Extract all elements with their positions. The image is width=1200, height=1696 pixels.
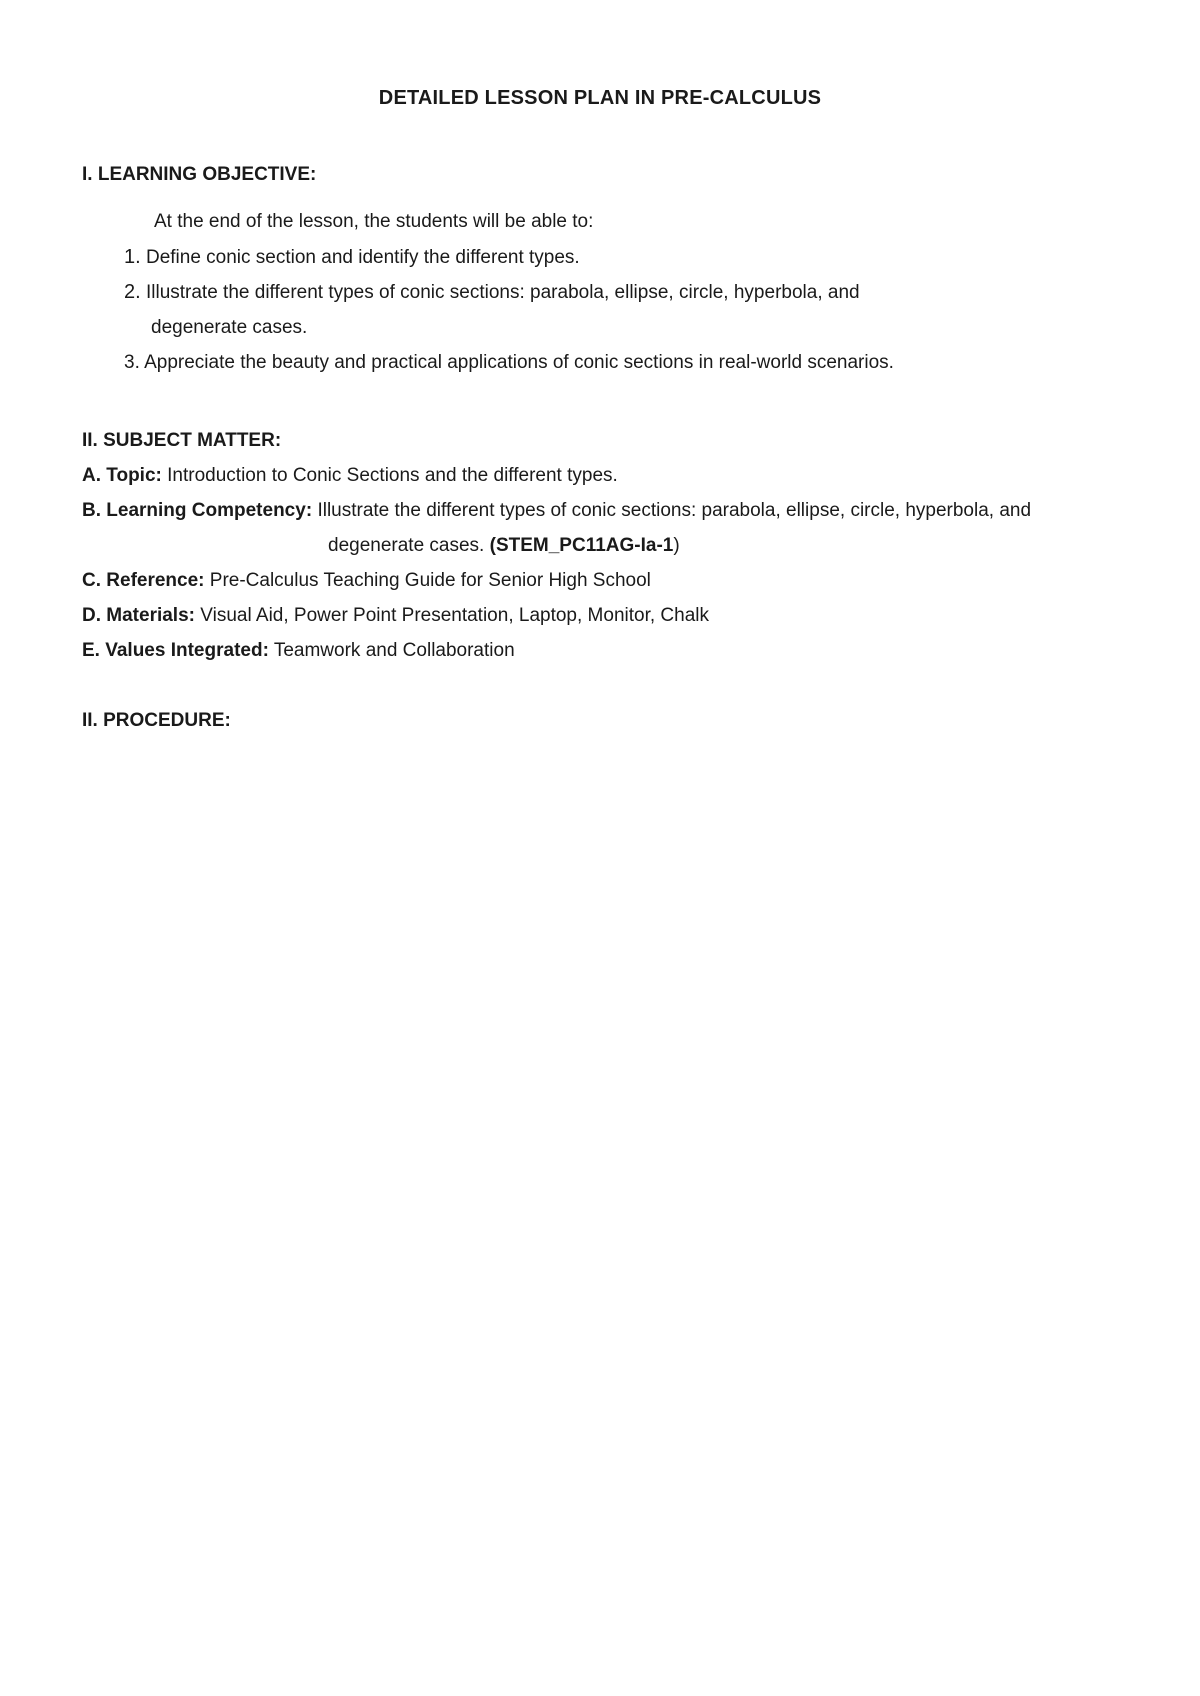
objective-item-2-continuation: degenerate cases.: [151, 317, 308, 338]
topic-label: A. Topic:: [82, 465, 162, 486]
reference-value: Pre-Calculus Teaching Guide for Senior High School: [209, 570, 651, 591]
objective-item-1-number: 1.: [124, 246, 141, 268]
objective-item-3-number: 3.: [124, 352, 140, 373]
topic-value: Introduction to Conic Sections and the different types.: [167, 465, 618, 486]
objective-heading: I. LEARNING OBJECTIVE:: [82, 164, 317, 185]
competency-code-open: (: [489, 535, 496, 556]
procedure-heading: II. PROCEDURE:: [82, 710, 231, 731]
reference-label: C. Reference:: [82, 570, 205, 591]
values-label: E. Values Integrated:: [82, 640, 269, 661]
values-value: Teamwork and Collaboration: [273, 640, 515, 661]
objective-item-2-text: Illustrate the different types of conic sections: parabola, ellipse, circle, hyperbola, and: [145, 282, 860, 303]
materials-line: [82, 604, 709, 628]
materials-value: Visual Aid, Power Point Presentation, Laptop, Monitor, Chalk: [200, 605, 709, 626]
competency-continuation: [328, 534, 680, 558]
materials-label: D. Materials:: [82, 605, 195, 626]
objective-item-1: [124, 245, 580, 270]
topic-line: [82, 464, 618, 488]
objective-item-2: [124, 280, 860, 305]
subject-matter-heading: II. SUBJECT MATTER:: [82, 430, 282, 451]
objective-item-2-number: 2.: [124, 281, 141, 303]
competency-line: [82, 499, 1031, 523]
objective-intro: At the end of the lesson, the students will be able to:: [154, 211, 594, 232]
objective-item-3-text: Appreciate the beauty and practical applications of conic sections in real-world scenarios.: [144, 352, 894, 373]
competency-code-close: ): [673, 535, 680, 556]
competency-code: STEM_PC11AG-Ia-1: [495, 535, 674, 556]
reference-line: [82, 569, 651, 593]
competency-label: B. Learning Competency:: [82, 500, 313, 521]
values-line: [82, 639, 515, 663]
objective-item-3: [124, 351, 894, 375]
objective-item-1-text: Define conic section and identify the different types.: [145, 247, 580, 268]
competency-continuation-text: degenerate cases.: [328, 535, 485, 556]
document-title: DETAILED LESSON PLAN IN PRE-CALCULUS: [378, 87, 822, 109]
competency-value: Illustrate the different types of conic sections: parabola, ellipse, circle, hyperbola, and: [317, 500, 1032, 521]
